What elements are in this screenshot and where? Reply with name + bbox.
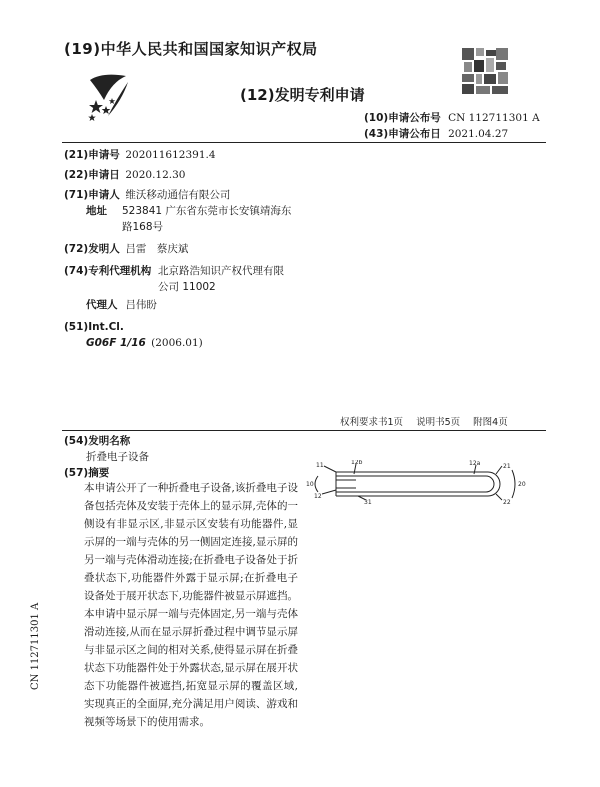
agency-label: (74)专利代理机构 (64, 265, 152, 277)
title-label: (54)发明名称 (64, 435, 131, 447)
drawings-pages: 附图4页 (473, 417, 508, 428)
figure-label-10: 10 (306, 481, 314, 488)
int-cl-row (86, 336, 203, 350)
figure-label-11: 11 (316, 462, 324, 469)
applicant-name: 维沃移动通信有限公司 (125, 189, 231, 201)
application-number: 202011612391.4 (125, 149, 216, 161)
page-counts (340, 414, 508, 428)
device-figure (306, 460, 546, 510)
side-publication-number: CN 112711301 A (30, 602, 41, 690)
int-cl-code: G06F 1/16 (86, 337, 146, 349)
int-cl-label-row (64, 320, 124, 334)
application-number-label: (21)申请号 (64, 149, 120, 161)
address-line-2: 路168号 (122, 221, 164, 233)
application-date-label: (22)申请日 (64, 169, 120, 181)
publication-date: 2021.04.27 (448, 128, 509, 140)
figure-label-12a: 12a (469, 460, 481, 467)
agency-line-1: 北京路浩知识产权代理有限 (158, 265, 284, 277)
agent-name: 吕伟盼 (125, 299, 157, 311)
address-line-1: 523841 广东省东莞市长安镇靖海东 (122, 205, 292, 217)
application-number-row (64, 148, 216, 162)
figure-label-21: 21 (503, 463, 511, 470)
section-divider (62, 430, 546, 431)
claims-pages: 权利要求书1页 (340, 417, 404, 428)
publication-date-row (364, 126, 508, 141)
int-cl-label: (51)Int.Cl. (64, 321, 124, 333)
description-pages: 说明书5页 (416, 417, 461, 428)
abstract-label: (57)摘要 (64, 467, 110, 479)
figure-label-31: 31 (364, 499, 372, 506)
publication-date-label: (43)申请公布日 (364, 128, 441, 140)
header-divider (62, 142, 546, 143)
cnipa-emblem-icon (82, 70, 136, 124)
qr-code-icon (460, 46, 510, 96)
inventor-names: 吕雷 蔡庆斌 (125, 243, 189, 255)
invention-title: 折叠电子设备 (86, 451, 149, 463)
int-cl-version: (2006.01) (151, 337, 203, 349)
figure-label-12b: 12b (351, 460, 363, 466)
document-type-title: (12)发明专利申请 (240, 86, 365, 104)
figure-label-22: 22 (503, 499, 511, 506)
figure-label-12: 12 (314, 493, 322, 500)
publication-number-label: (10)申请公布号 (364, 112, 441, 124)
display-inner-outline (336, 476, 494, 492)
agency-line-2: 公司 11002 (158, 281, 216, 293)
agency-label-row (64, 264, 151, 278)
applicant-row (64, 188, 230, 202)
application-date-row (64, 168, 185, 182)
agent-label: 代理人 (86, 299, 118, 311)
applicant-label: (71)申请人 (64, 189, 120, 201)
patent-office-header: (19)中华人民共和国国家知识产权局 (64, 40, 318, 58)
abstract-text: 本申请公开了一种折叠电子设备,该折叠电子设备包括壳体及安装于壳体上的显示屏,壳体的一侧设有非显示区,非显示区安装有功能器件,显示屏的一端与壳体的另一侧固定连接,显示屏的另一端与壳体滑动连接;在折叠电子设备处于折叠状态下,功能器件外露于显示屏;在折叠电子设备处于展开状态下,功能器件被显示屏遮挡。本申请中显示屏一端与壳体固定,另一端与壳体滑动连接,从而在显示屏折叠过程中调节显示屏与非显示区之间的相对关系,使得显示屏在折叠状态下功能器件处于外露状态,显示屏在展开状态下功能器件被遮挡,拓宽显示屏的覆盖区域,实现真正的全面屏,充分满足用户阅读、游戏和视频等场景下的使用需求。 (84, 482, 298, 728)
agent-row (86, 298, 157, 312)
publication-number: CN 112711301 A (448, 112, 540, 124)
address-label: 地址 (86, 205, 107, 217)
figure-label-20: 20 (518, 481, 526, 488)
publication-number-row (364, 110, 540, 125)
application-date: 2020.12.30 (125, 169, 186, 181)
inventor-label: (72)发明人 (64, 243, 120, 255)
inventor-row (64, 242, 188, 256)
